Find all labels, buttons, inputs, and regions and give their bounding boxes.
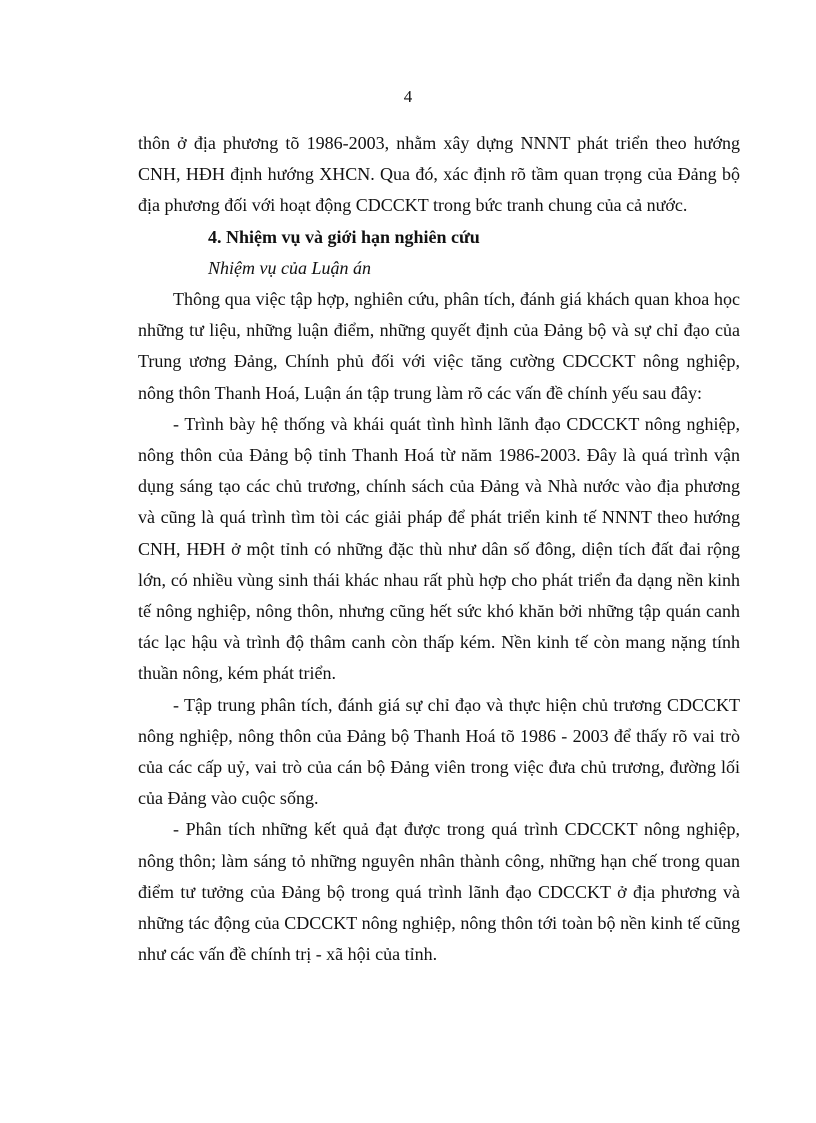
paragraph-intro: Thông qua việc tập hợp, nghiên cứu, phân tích, đánh giá khách quan khoa học những tư liệu, những luận điểm, những quyết định của Đảng bộ và sự chỉ đạo của Trung ương Đảng, Chính phủ đối với việc tăng cường CDCCKT nông nghiệp, nông thôn Thanh Hoá, Luận án tập trung làm rõ các vấn đề chính yếu sau đây:	[138, 289, 740, 403]
section-heading: 4. Nhiệm vụ và giới hạn nghiên cứu	[208, 226, 480, 247]
page-number: 4	[403, 87, 413, 106]
paragraph-task-1: - Trình bày hệ thống và khái quát tình hình lãnh đạo CDCCKT nông nghiệp, nông thôn của Đảng bộ tỉnh Thanh Hoá từ năm 1986-2003. Đây là quá trình vận dụng sáng tạo các chủ trương, chính sách của Đảng và Nhà nước vào địa phương và cũng là quá trình tìm tòi các giải pháp để phát triển kinh tế NNNT theo hướng CNH, HĐH ở một tỉnh có những đặc thù như dân số đông, diện tích đất đai rộng lớn, có nhiều vùng sinh thái khác nhau rất phù hợp cho phát triển đa dạng nền kinh tế nông nghiệp, nông thôn, nhưng cũng hết sức khó khăn bởi những tập quán canh tác lạc hậu và trình độ thâm canh còn thấp kém. Nền kinh tế còn mang nặng tính thuần nông, kém phát triển.	[138, 413, 740, 684]
paragraph-task-3: - Phân tích những kết quả đạt được trong quá trình CDCCKT nông nghiệp, nông thôn; làm sáng tỏ những nguyên nhân thành công, những hạn chế trong quan điểm tư tưởng của Đảng bộ trong quá trình lãnh đạo CDCCKT ở địa phương và những tác động của CDCCKT nông nghiệp, nông thôn tới toàn bộ nền kinh tế cũng như các vấn đề chính trị - xã hội của tỉnh.	[138, 819, 740, 965]
subsection-heading: Nhiệm vụ của Luận án	[208, 257, 371, 278]
paragraph-task-2: - Tập trung phân tích, đánh giá sự chỉ đạo và thực hiện chủ trương CDCCKT nông nghiệp, nông thôn của Đảng bộ Thanh Hoá tõ 1986 - 2003 để thấy rõ vai trò của các cấp uỷ, vai trò của cán bộ Đảng viên trong việc đưa chủ trương, đường lối của Đảng vào cuộc sống.	[138, 694, 740, 809]
continuation-paragraph: thôn ở địa phương tõ 1986-2003, nhằm xây dựng NNNT phát triển theo hướng CNH, HĐH định hướng XHCN. Qua đó, xác định rõ tầm quan trọng của Đảng bộ địa phương đối với hoạt động CDCCKT trong bức tranh chung của cả nước.	[138, 133, 740, 216]
document-body	[138, 128, 740, 970]
